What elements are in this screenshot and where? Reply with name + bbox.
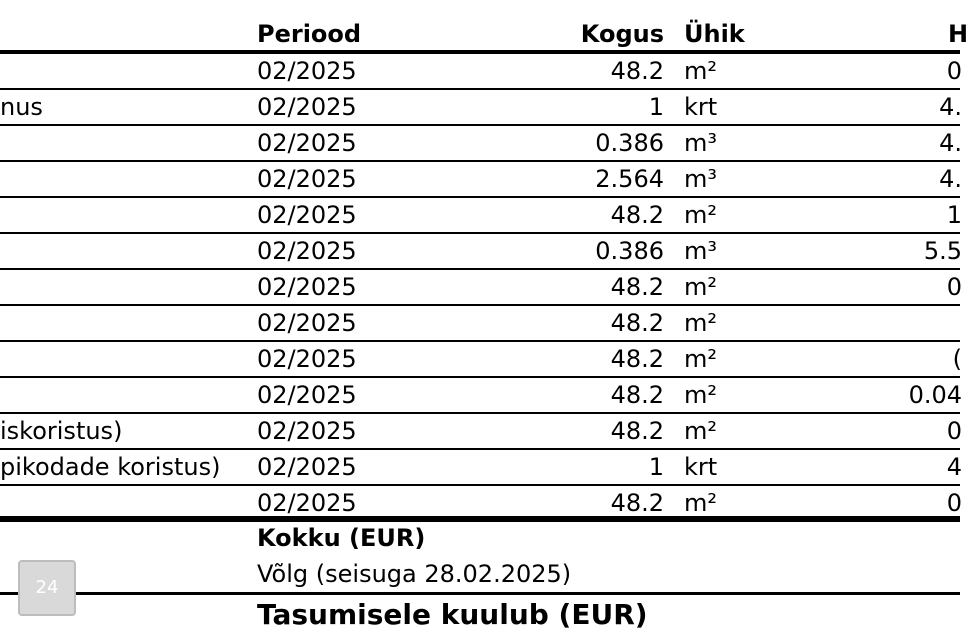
row-unit: m² [684, 201, 717, 229]
row-period: 02/2025 [257, 57, 357, 85]
header-price: H [948, 20, 968, 48]
row-period: 02/2025 [257, 489, 357, 517]
row-quantity: 48.2 [610, 201, 664, 229]
table-row [0, 306, 960, 342]
row-period: 02/2025 [257, 273, 357, 301]
row-quantity: 1 [648, 453, 664, 481]
row-quantity: 48.2 [610, 417, 664, 445]
row-price: 4. [939, 93, 962, 121]
payment-due-label: Tasumisele kuulub (EUR) [257, 598, 648, 631]
debt-label: Võlg (seisuga 28.02.2025) [257, 560, 572, 588]
row-period: 02/2025 [257, 201, 357, 229]
page-badge: 24 [18, 560, 76, 616]
table-row [0, 378, 960, 414]
row-unit: krt [684, 453, 718, 481]
table-body [0, 54, 960, 522]
row-quantity: 48.2 [610, 345, 664, 373]
row-unit: krt [684, 93, 718, 121]
row-period: 02/2025 [257, 309, 357, 337]
row-price: 4. [939, 129, 962, 157]
table-row [0, 126, 960, 162]
row-period: 02/2025 [257, 129, 357, 157]
row-period: 02/2025 [257, 345, 357, 373]
header-quantity: Kogus [580, 20, 664, 48]
row-quantity: 48.2 [610, 381, 664, 409]
row-price: 0.04 [908, 381, 962, 409]
row-period: 02/2025 [257, 93, 357, 121]
row-unit: m² [684, 309, 717, 337]
row-unit: m³ [684, 129, 717, 157]
row-unit: m² [684, 57, 717, 85]
row-unit: m³ [684, 165, 717, 193]
row-price: 1 [946, 201, 962, 229]
table-row [0, 90, 960, 126]
table-bottom-rule [0, 516, 960, 520]
row-quantity: 48.2 [610, 57, 664, 85]
row-price: 0 [946, 489, 962, 517]
row-price: 0 [946, 417, 962, 445]
row-period: 02/2025 [257, 417, 357, 445]
total-label: Kokku (EUR) [257, 524, 426, 552]
row-unit: m² [684, 345, 717, 373]
table-row [0, 342, 960, 378]
row-price: 4. [939, 165, 962, 193]
row-unit: m² [684, 273, 717, 301]
row-unit: m² [684, 381, 717, 409]
table-row [0, 162, 960, 198]
row-unit: m² [684, 489, 717, 517]
table-row [0, 54, 960, 90]
table-row [0, 414, 960, 450]
row-quantity: 48.2 [610, 489, 664, 517]
row-price: 5.5 [923, 237, 962, 265]
row-unit: m² [684, 417, 717, 445]
row-price: 0 [946, 273, 962, 301]
row-period: 02/2025 [257, 237, 357, 265]
row-quantity: 0.386 [595, 129, 664, 157]
row-name: iskoristus) [0, 417, 123, 445]
row-quantity: 2.564 [595, 165, 664, 193]
row-period: 02/2025 [257, 165, 357, 193]
row-quantity: 48.2 [610, 273, 664, 301]
row-quantity: 48.2 [610, 309, 664, 337]
row-period: 02/2025 [257, 381, 357, 409]
table-row [0, 450, 960, 486]
row-price: ( [952, 345, 962, 373]
header-period: Periood [257, 20, 362, 48]
row-quantity: 1 [648, 93, 664, 121]
row-quantity: 0.386 [595, 237, 664, 265]
payment-divider [0, 592, 960, 595]
table-row [0, 198, 960, 234]
table-header [0, 18, 968, 54]
header-unit: Ühik [684, 20, 745, 48]
table-row [0, 270, 960, 306]
row-unit: m³ [684, 237, 717, 265]
row-price: 0 [946, 57, 962, 85]
row-price: 4 [946, 453, 962, 481]
row-name: nus [0, 93, 43, 121]
table-row [0, 234, 960, 270]
row-period: 02/2025 [257, 453, 357, 481]
row-name: pikodade koristus) [0, 453, 221, 481]
